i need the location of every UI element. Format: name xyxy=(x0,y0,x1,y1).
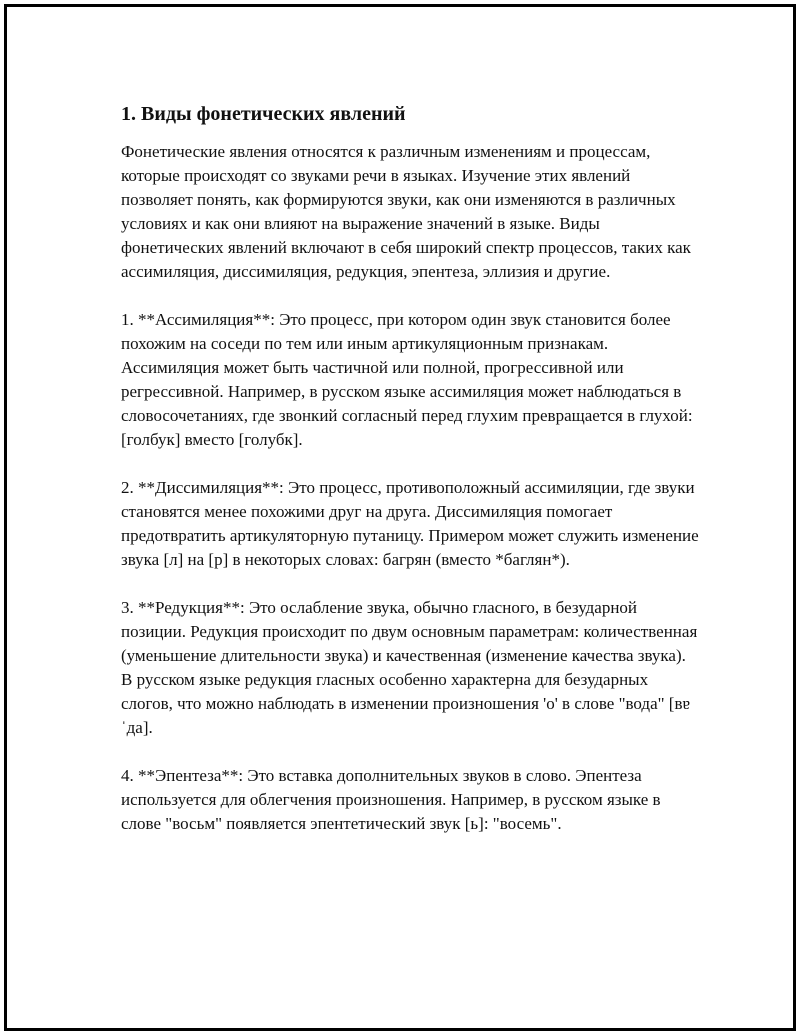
epenthesis-paragraph: 4. **Эпентеза**: Это вставка дополнительных звуков в слово. Эпентеза используется для облегчения произношения. Например, в русском языке в слове "восьм" появляется эпентетический звук [ь]: "восемь". xyxy=(121,766,661,833)
intro-paragraph: Фонетические явления относятся к различным изменениям и процессам, которые происходят со звуками речи в языках. Изучение этих явлений позволяет понять, как формируются звуки, как они изменяются в различных условиях и как они влияют на выражение значений в языке. Виды фонетических явлений включают в себя широкий спектр процессов, таких как ассимиляция, диссимиляция, редукция, эпентеза, эллизия и другие. xyxy=(121,142,691,281)
reduction-paragraph: 3. **Редукция**: Это ослабление звука, обычно гласного, в безударной позиции. Редукция происходит по двум основным параметрам: количественная (уменьшение длительности звука) и качественная (изменение качества звука). В русском языке редукция гласных особенно характерна для безударных слогов, что можно наблюдать в изменении произношения 'о' в слове "вода" [вɐˈда]. xyxy=(121,598,698,737)
page-frame xyxy=(4,4,796,1031)
assimilation-paragraph: 1. **Ассимиляция**: Это процесс, при котором один звук становится более похожим на соседи по тем или иным артикуляционным признакам. Ассимиляция может быть частичной или полной, прогрессивной или регрессивной. Например, в русском языке ассимиляция может наблюдаться в словосочетаниях, где звонкий согласный перед глухим превращается в глухой: [голбук] вместо [голубк]. xyxy=(121,310,693,449)
document-body xyxy=(121,102,701,860)
dissimilation-paragraph: 2. **Диссимиляция**: Это процесс, противоположный ассимиляции, где звуки становятся менее похожими друг на друга. Диссимиляция помогает предотвратить артикуляторную путаницу. Примером может служить изменение звука [л] на [р] в некоторых словах: багрян (вместо *баглян*). xyxy=(121,478,699,569)
section-heading: 1. Виды фонетических явлений xyxy=(121,103,406,125)
